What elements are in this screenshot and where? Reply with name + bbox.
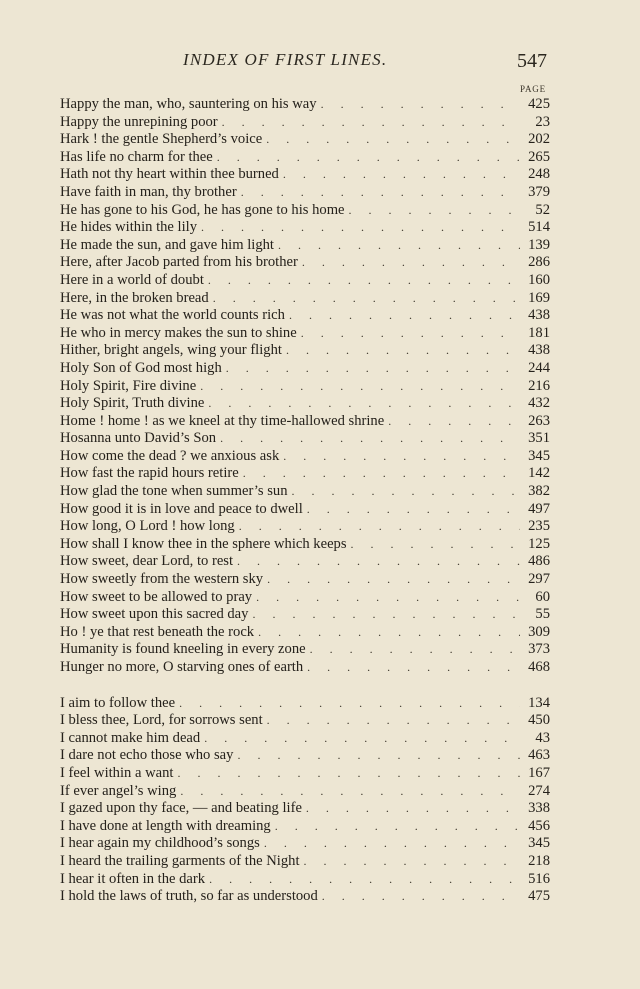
page-reference: 125 [528, 535, 550, 552]
page-reference: 218 [528, 852, 550, 869]
first-line-text: He hides within the lily [60, 219, 198, 236]
dot-leader [204, 730, 520, 748]
first-line-text: How sweet upon this sacred day [60, 606, 249, 623]
index-entry [60, 254, 550, 272]
index-entry [60, 202, 550, 220]
index-entry [60, 765, 550, 783]
index-entry [60, 747, 550, 765]
dot-leader [266, 131, 520, 149]
page-reference: 468 [528, 659, 550, 675]
index-entry [60, 483, 550, 501]
index-entry [60, 465, 550, 483]
index-entry [60, 783, 550, 801]
page-reference: 438 [528, 307, 550, 324]
page-reference: 379 [528, 183, 550, 200]
first-line-text: He made the sun, and gave him light [60, 236, 274, 253]
first-line-text: I aim to follow thee [60, 694, 176, 711]
page-reference: 181 [528, 324, 550, 341]
dot-leader [241, 184, 520, 202]
page-reference: 139 [528, 236, 550, 253]
first-line-text: Ho ! ye that rest beneath the rock [60, 623, 255, 640]
page-reference: 248 [528, 166, 550, 183]
dot-leader [292, 483, 520, 501]
dot-leader [220, 430, 520, 448]
first-line-text: Here, in the broken bread [60, 289, 209, 306]
page-reference: 134 [528, 694, 550, 711]
index-entry [60, 553, 550, 571]
page-reference: 309 [528, 623, 550, 640]
dot-leader [258, 624, 520, 642]
first-line-text: If ever angel’s wing [60, 782, 177, 799]
index-group [60, 96, 550, 677]
dot-leader [349, 202, 520, 220]
index-entry [60, 518, 550, 536]
page-reference: 55 [535, 606, 550, 623]
first-line-text: Happy the unrepining poor [60, 113, 218, 130]
first-line-text: Home ! home ! as we kneel at thy time-hallowed shrine [60, 412, 385, 429]
first-line-text: Humanity is found kneeling in every zone [60, 641, 306, 658]
dot-leader [302, 254, 520, 272]
first-line-text: I hear again my childhood’s songs [60, 835, 260, 852]
first-line-text: How fast the rapid hours retire [60, 465, 239, 482]
page-reference: 244 [528, 359, 550, 376]
dot-leader [243, 465, 520, 483]
first-line-text: Has life no charm for thee [60, 148, 213, 165]
dot-leader [275, 818, 520, 836]
first-line-text: I heard the trailing garments of the Night [60, 852, 300, 869]
page-reference: 497 [528, 500, 550, 517]
dot-leader [256, 589, 520, 607]
dot-leader [351, 536, 520, 554]
index-entry [60, 360, 550, 378]
index-entry [60, 818, 550, 836]
page-reference: 432 [528, 395, 550, 412]
page-reference: 167 [528, 764, 550, 781]
index-entry [60, 835, 550, 853]
page-reference: 216 [528, 377, 550, 394]
index-entry [60, 871, 550, 889]
index-entry [60, 272, 550, 290]
dot-leader [208, 272, 520, 290]
page-reference: 263 [528, 412, 550, 429]
index-entry [60, 800, 550, 818]
index-entry [60, 641, 550, 659]
first-line-text: I gazed upon thy face, — and beating life [60, 800, 302, 817]
first-line-text: I hear it often in the dark [60, 870, 206, 887]
first-line-text: I hold the laws of truth, so far as understood [60, 888, 318, 905]
dot-leader [301, 325, 520, 343]
index-entry [60, 413, 550, 431]
index-entry [60, 237, 550, 255]
index-of-first-lines [60, 96, 550, 906]
page-reference: 338 [528, 800, 550, 817]
index-entry [60, 853, 550, 871]
page-reference: 202 [528, 131, 550, 148]
first-line-text: Holy Spirit, Truth divine [60, 395, 205, 412]
index-entry [60, 184, 550, 202]
page-reference: 438 [528, 342, 550, 359]
page-reference: 265 [528, 148, 550, 165]
dot-leader [322, 888, 520, 906]
index-entry [60, 888, 550, 906]
dot-leader [177, 765, 520, 783]
dot-leader [283, 166, 520, 184]
index-entry [60, 166, 550, 184]
dot-leader [213, 290, 520, 308]
dot-leader [267, 571, 520, 589]
dot-leader [237, 747, 520, 765]
first-line-text: How glad the tone when summer’s sun [60, 483, 288, 500]
page-reference: 169 [528, 289, 550, 306]
page-reference: 516 [528, 870, 550, 887]
first-line-text: Holy Spirit, Fire divine [60, 377, 197, 394]
first-line-text: How long, O Lord ! how long [60, 518, 235, 535]
dot-leader [306, 800, 520, 818]
first-line-text: I have done at length with dreaming [60, 817, 271, 834]
index-entry [60, 712, 550, 730]
dot-leader [239, 518, 520, 536]
index-entry [60, 96, 550, 114]
index-entry [60, 219, 550, 237]
page-reference: 382 [528, 483, 550, 500]
first-line-text: Have faith in man, thy brother [60, 183, 237, 200]
page-reference: 475 [528, 888, 550, 905]
page-reference: 286 [528, 254, 550, 271]
page-reference: 160 [528, 271, 550, 288]
page-reference: 456 [528, 817, 550, 834]
index-entry [60, 730, 550, 748]
dot-leader [388, 413, 520, 431]
page-reference: 43 [535, 729, 550, 746]
first-line-text: How shall I know thee in the sphere which keeps [60, 535, 347, 552]
first-line-text: Hark ! the gentle Shepherd’s voice [60, 131, 263, 148]
index-entry [60, 395, 550, 413]
index-entry [60, 290, 550, 308]
index-entry [60, 430, 550, 448]
first-line-text: How good it is in love and peace to dwell [60, 500, 303, 517]
index-entry [60, 448, 550, 466]
index-entry [60, 606, 550, 624]
dot-leader [179, 695, 520, 713]
index-entry [60, 589, 550, 607]
page-reference: 486 [528, 553, 550, 570]
dot-leader [252, 606, 520, 624]
first-line-text: I dare not echo those who say [60, 747, 234, 764]
index-entry [60, 536, 550, 554]
index-entry [60, 307, 550, 325]
page-reference: 373 [528, 641, 550, 658]
index-entry [60, 131, 550, 149]
dot-leader [264, 835, 520, 853]
dot-leader [321, 96, 520, 114]
page-reference: 514 [528, 219, 550, 236]
first-line-text: Here, after Jacob parted from his brother [60, 254, 298, 271]
dot-leader [289, 307, 520, 325]
dot-leader [180, 783, 520, 801]
dot-leader [222, 114, 520, 132]
index-entry [60, 114, 550, 132]
page-reference: 450 [528, 712, 550, 729]
running-head: INDEX OF FIRST LINES. [183, 50, 388, 69]
index-entry [60, 378, 550, 396]
first-line-text: I feel within a want [60, 764, 174, 781]
page-reference: 463 [528, 747, 550, 764]
dot-leader [217, 149, 520, 167]
first-line-text: I bless thee, Lord, for sorrows sent [60, 712, 263, 729]
dot-leader [310, 641, 520, 659]
dot-leader [208, 395, 520, 413]
dot-leader [278, 237, 520, 255]
first-line-text: He has gone to his God, he has gone to his home [60, 201, 345, 218]
first-line-text: How sweet to be allowed to pray [60, 588, 253, 605]
index-entry [60, 624, 550, 642]
dot-leader [286, 342, 520, 360]
page-reference: 274 [528, 782, 550, 799]
first-line-text: Hosanna unto David’s Son [60, 430, 217, 447]
first-line-text: How sweet, dear Lord, to rest [60, 553, 234, 570]
page-reference: 60 [535, 588, 550, 605]
page-reference: 425 [528, 96, 550, 112]
first-line-text: Hither, bright angels, wing your flight [60, 342, 282, 359]
first-line-text: Happy the man, who, sauntering on his way [60, 96, 317, 112]
dot-leader [307, 659, 520, 677]
first-line-text: He was not what the world counts rich [60, 307, 285, 324]
dot-leader [209, 871, 520, 889]
dot-leader [200, 378, 520, 396]
first-line-text: How come the dead ? we anxious ask [60, 447, 280, 464]
page-reference: 235 [528, 518, 550, 535]
dot-leader [237, 553, 520, 571]
dot-leader [307, 501, 520, 519]
index-entry [60, 149, 550, 167]
first-line-text: Hunger no more, O starving ones of earth [60, 659, 304, 675]
index-entry [60, 325, 550, 343]
index-entry [60, 659, 550, 677]
first-line-text: I cannot make him dead [60, 729, 201, 746]
page-number: 547 [517, 50, 547, 72]
dot-leader [226, 360, 520, 378]
page-reference: 345 [528, 835, 550, 852]
page-column-label: PAGE [520, 84, 546, 94]
first-line-text: He who in mercy makes the sun to shine [60, 324, 297, 341]
dot-leader [267, 712, 520, 730]
page-reference: 142 [528, 465, 550, 482]
index-entry [60, 342, 550, 360]
index-entry [60, 571, 550, 589]
first-line-text: Hath not thy heart within thee burned [60, 166, 279, 183]
dot-leader [201, 219, 520, 237]
index-group [60, 695, 550, 906]
page-reference: 345 [528, 447, 550, 464]
page-reference: 52 [535, 201, 550, 218]
index-entry [60, 695, 550, 713]
dot-leader [283, 448, 520, 466]
dot-leader [304, 853, 520, 871]
page-reference: 23 [535, 113, 550, 130]
page-reference: 297 [528, 571, 550, 588]
first-line-text: Holy Son of God most high [60, 359, 222, 376]
first-line-text: Here in a world of doubt [60, 271, 204, 288]
page-reference: 351 [528, 430, 550, 447]
first-line-text: How sweetly from the western sky [60, 571, 264, 588]
index-entry [60, 501, 550, 519]
